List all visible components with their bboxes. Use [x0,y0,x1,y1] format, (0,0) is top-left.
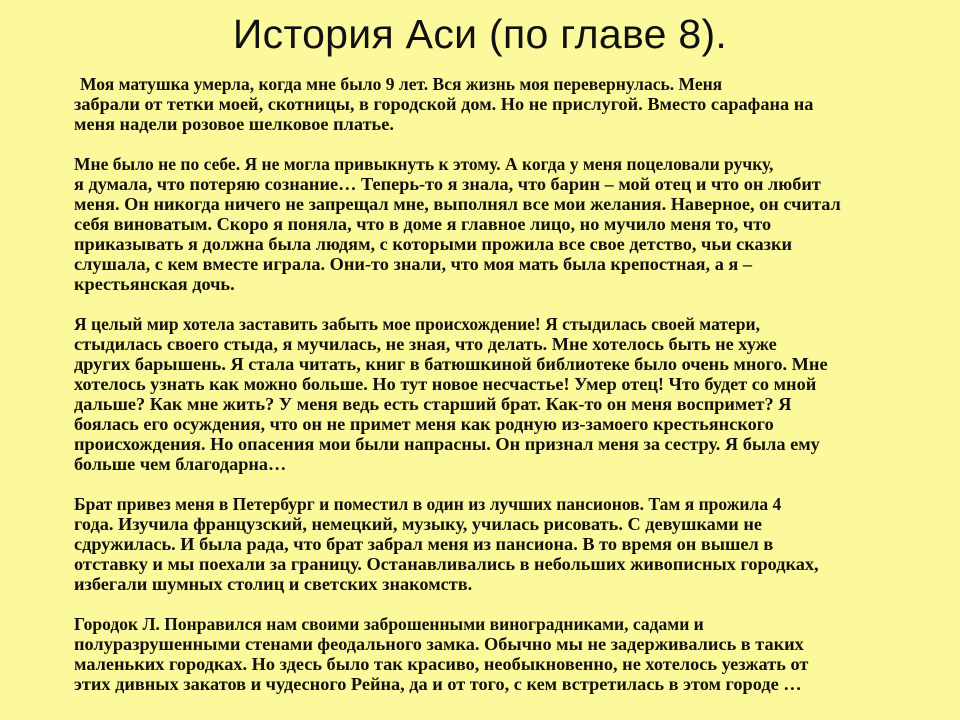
text-line: крестьянская дочь. [74,274,235,294]
text-line: стыдилась своего стыда, я мучилась, не зная, что делать. Мне хотелось быть не хуже [74,334,777,354]
text-line: больше чем благодарна… [74,454,287,474]
text-line: Мне было не по себе. Я не могла привыкнуть к этому. А когда у меня поцеловали ручку, [74,154,774,174]
text-line: Городок Л. Понравился нам своими заброшенными виноградниками, садами и [74,614,704,634]
paragraph-3 [36,314,926,474]
text-line: избегали шумных столиц и светских знакомств. [74,574,473,594]
text-line: приказывать я должна была людям, с которыми прожила все свое детство, чьи сказки [74,234,793,254]
paragraph-1 [36,74,926,134]
paragraph-5 [36,614,926,694]
text-line: этих дивных закатов и чудесного Рейна, да и от того, с кем встретилась в этом городе … [74,674,802,694]
paragraph-2 [36,154,926,294]
text-line: отставку и мы поехали за границу. Останавливались в небольших живописных городках, [74,554,819,574]
text-line: Моя матушка умерла, когда мне было 9 лет. Вся жизнь моя перевернулась. Меня [80,74,723,94]
text-line: меня надели розовое шелковое платье. [74,114,394,134]
text-line: слушала, с кем вместе играла. Они-то знали, что моя мать была крепостная, а я – [74,254,753,274]
text-line: себя виноватым. Скоро я поняла, что в доме я главное лицо, но мучило меня то, что [74,214,772,234]
text-line: дальше? Как мне жить? У меня ведь есть старший брат. Как-то он меня воспримет? Я [74,394,792,414]
text-line: года. Изучила французский, немецкий, музыку, училась рисовать. С девушками не [74,514,763,534]
paragraph-4 [36,494,926,594]
text-line: Брат привез меня в Петербург и поместил в один из лучших пансионов. Там я прожила 4 [74,494,782,514]
text-line: я думала, что потеряю сознание… Теперь-то я знала, что барин – мой отец и что он любит [74,174,821,194]
story-text [36,74,926,694]
text-line: полуразрушенными стенами феодального замка. Обычно мы не задерживались в таких [74,634,804,654]
text-line: сдружилась. И была рада, что брат забрал меня из пансиона. В то время он вышел в [74,534,774,554]
text-line: забрали от тетки моей, скотницы, в городской дом. Но не прислугой. Вместо сарафана на [74,94,814,114]
slide-title: История Аси (по главе 8). [232,11,728,57]
text-line: боялась его осуждения, что он не примет меня как родную из-замоего крестьянского [74,414,774,434]
text-line: меня. Он никогда ничего не запрещал мне, выполнял все мои желания. Наверное, он считал [74,194,841,214]
text-line: происхождения. Но опасения мои были напрасны. Он признал меня за сестру. Я была ему [74,434,820,454]
text-line: Я целый мир хотела заставить забыть мое происхождение! Я стыдилась своей матери, [74,314,760,334]
text-line: маленьких городках. Но здесь было так красиво, необыкновенно, не хотелось уезжать от [74,654,809,674]
text-line: других барышень. Я стала читать, книг в батюшкиной библиотеке было очень много. Мне [74,354,828,374]
text-line: хотелось узнать как можно больше. Но тут новое несчастье! Умер отец! Что будет со мной [74,374,817,394]
